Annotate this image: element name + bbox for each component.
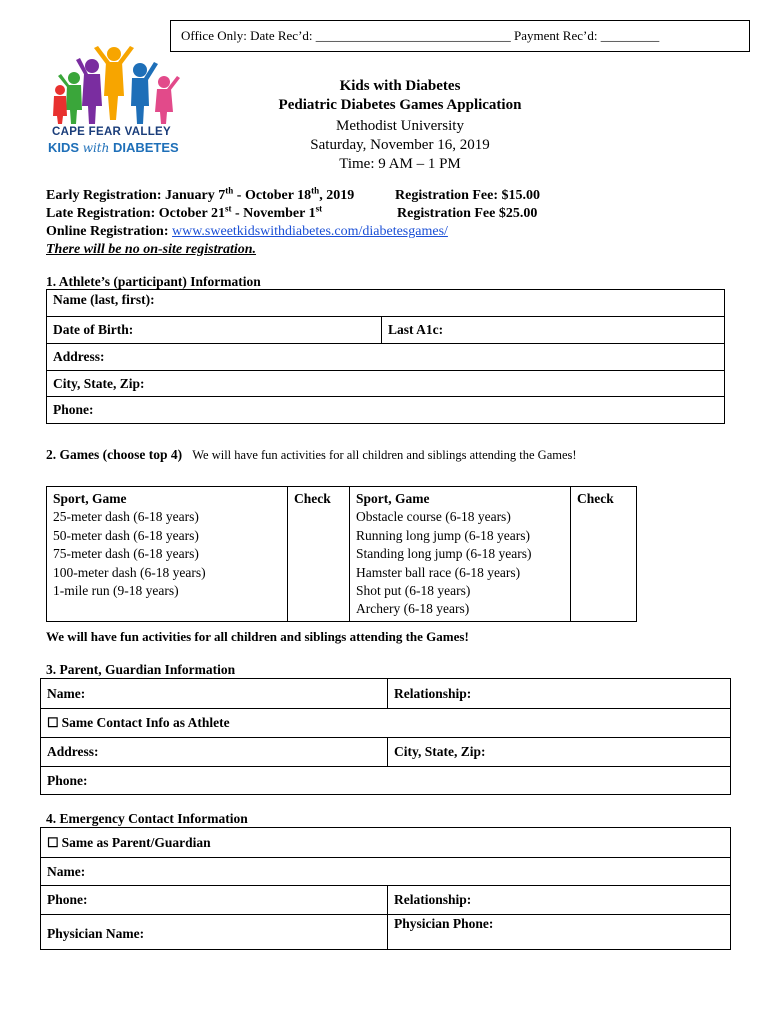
early-sup-2: th [311,185,320,196]
logo-kids-with-diabetes-text [48,140,179,155]
game-option: Standing long jump (6-18 years) [356,546,532,562]
same-contact-label: Same Contact Info as Athlete [61,715,230,730]
emergency-phone-field[interactable]: Phone: [41,886,388,915]
no-onsite-registration: There will be no on-site registration. [46,242,257,257]
athlete-phone-field[interactable]: Phone: [47,397,725,424]
payment-received-label: Payment Rec’d: [514,28,598,43]
game-option: Archery (6-18 years) [356,601,470,617]
parent-name-field[interactable]: Name: [41,679,388,709]
game-option: 25-meter dash (6-18 years) [53,509,199,525]
online-registration-label: Online Registration: [46,224,169,239]
parent-address-field[interactable]: Address: [41,738,388,767]
same-as-parent-row [41,828,731,858]
athlete-city-field[interactable]: City, State, Zip: [47,371,725,397]
logo-diabetes-word: DIABETES [112,140,179,155]
date-received-label: Office Only: Date Rec’d: [181,28,313,43]
game-option: 75-meter dash (6-18 years) [53,546,199,562]
parent-info-table [40,678,731,795]
logo-kids-word: KIDS [48,140,80,155]
games-table [46,486,637,622]
parent-relationship-field[interactable]: Relationship: [388,679,731,709]
game-option: Obstacle course (6-18 years) [356,509,511,525]
parent-city-field[interactable]: City, State, Zip: [388,738,731,767]
left-check-header: Check [294,491,331,506]
early-registration [46,187,354,205]
office-only-box [170,20,750,52]
date-received-blank[interactable]: ______________________________ [315,28,511,43]
athlete-section-heading: 1. Athlete’s (participant) Information [46,274,261,289]
figure-pink-icon [155,76,180,124]
venue: Methodist University [336,118,464,134]
logo-cape-fear-valley-text: CAPE FEAR VALLEY [52,126,171,138]
fun-activities-note: We will have fun activities for all children and siblings attending the Games! [46,629,469,644]
game-option: 50-meter dash (6-18 years) [53,527,199,543]
event-date: Saturday, November 16, 2019 [310,137,490,153]
early-registration-text-2: - October 18 [233,188,312,203]
emergency-relationship-field[interactable]: Relationship: [388,886,731,915]
same-contact-row [41,709,731,738]
late-registration [46,205,322,223]
emergency-info-table [40,827,731,950]
kids-figures-icon [48,44,183,126]
late-sup-2: st [315,203,323,214]
games-section-heading: 2. Games (choose top 4) [46,447,183,462]
figure-blue-icon [131,62,158,124]
same-contact-checkbox[interactable]: ☐ [47,715,59,730]
games-heading-line [46,447,577,463]
logo-with-word: with [82,141,110,155]
physician-phone-field[interactable]: Physician Phone: [388,915,731,950]
athlete-info-table [46,289,725,424]
athlete-dob-field[interactable]: Date of Birth: [47,317,382,344]
parent-section-heading: 3. Parent, Guardian Information [46,662,236,677]
game-option: Running long jump (6-18 years) [356,527,530,543]
left-sport-header: Sport, Game [53,491,127,506]
figure-red-icon [53,85,67,124]
athlete-address-field[interactable]: Address: [47,344,725,371]
game-option: 100-meter dash (6-18 years) [53,564,206,580]
early-registration-text-3: , 2019 [319,188,355,203]
games-right-column [350,487,571,622]
cape-fear-valley-logo [48,44,183,162]
late-registration-text-2: - November 1 [231,206,316,221]
games-left-check-column[interactable] [288,487,350,622]
game-option: Shot put (6-18 years) [356,583,471,599]
emergency-section-heading: 4. Emergency Contact Information [46,811,248,826]
late-registration-fee: Registration Fee $25.00 [397,206,538,221]
emergency-name-field[interactable]: Name: [41,858,731,886]
game-option: Hamster ball race (6-18 years) [356,564,521,580]
early-sup-1: th [225,185,234,196]
event-time: Time: 9 AM – 1 PM [339,156,461,172]
online-registration [46,223,448,241]
early-registration-text: Early Registration: January 7 [46,188,226,203]
early-registration-fee: Registration Fee: $15.00 [395,188,541,203]
games-right-check-column[interactable] [571,487,637,622]
athlete-name-field[interactable]: Name (last, first): [47,290,725,317]
application-title: Pediatric Diabetes Games Application [278,97,522,113]
right-sport-header: Sport, Game [356,491,430,506]
same-as-parent-checkbox[interactable]: ☐ [47,834,59,850]
game-option: 1-mile run (9-18 years) [53,583,179,599]
parent-phone-field[interactable]: Phone: [41,767,731,795]
late-registration-text: Late Registration: October 21 [46,206,225,221]
right-check-header: Check [577,491,614,506]
payment-received-blank[interactable]: _________ [600,28,660,43]
late-sup-1: st [224,203,232,214]
physician-name-field[interactable]: Physician Name: [41,915,388,950]
games-left-column [47,487,288,622]
games-heading-note: We will have fun activities for all children and siblings attending the Games! [192,448,577,462]
online-registration-link[interactable]: www.sweetkidswithdiabetes.com/diabetesgames/ [172,224,448,239]
event-title: Kids with Diabetes [339,78,461,94]
same-as-parent-label: Same as Parent/Guardian [61,834,211,850]
athlete-a1c-field[interactable]: Last A1c: [382,317,725,344]
